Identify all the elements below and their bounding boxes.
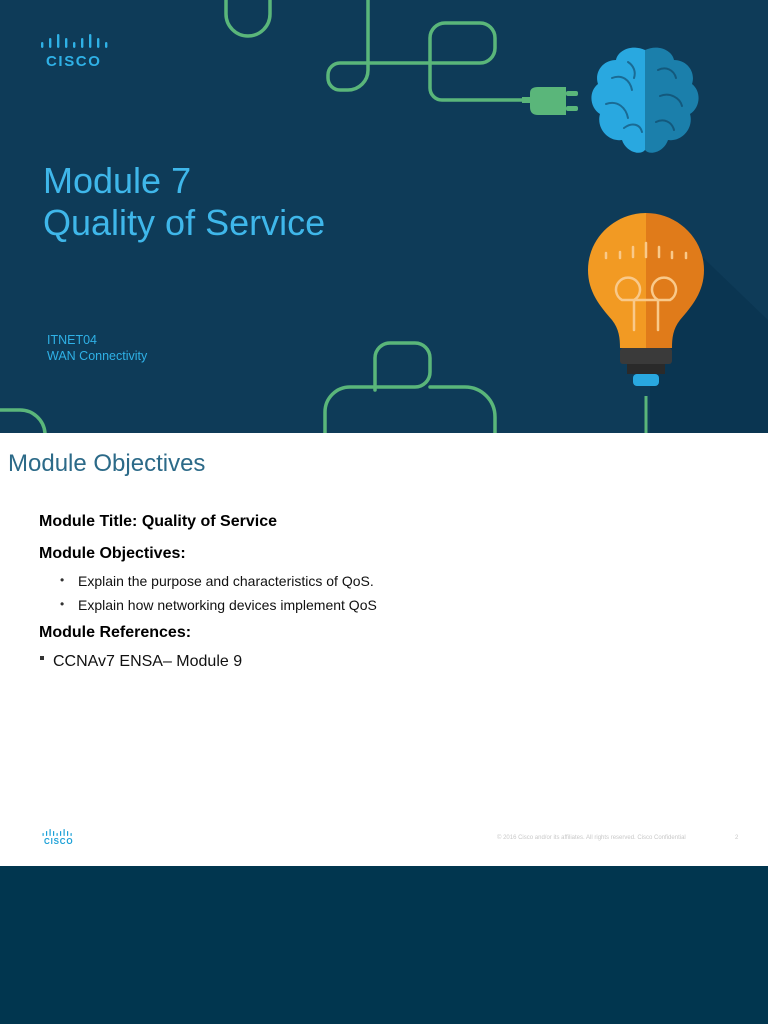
module-title-label: Module Title: (39, 513, 138, 530)
bullet-icon: • (60, 597, 65, 611)
next-slide-preview (0, 866, 768, 1024)
cisco-footer-logo-text: CISCO (44, 837, 74, 846)
objectives-heading: Module Objectives: (39, 545, 186, 562)
cisco-footer-logo-icon (42, 829, 72, 837)
course-name: WAN Connectivity (47, 349, 148, 363)
copyright-notice: © 2016 Cisco and/or its affiliates. All rights reserved. Cisco Confidential (497, 835, 686, 841)
course-code: ITNET04 (47, 333, 98, 347)
module-title-line (39, 512, 277, 532)
module-name-title: Quality of Service (43, 202, 326, 243)
plug-icon (522, 87, 578, 115)
bullet-icon: • (60, 573, 65, 587)
square-bullet-icon (40, 656, 44, 660)
objective-item: Explain how networking devices implement QoS (78, 597, 377, 613)
module-number-title: Module 7 (43, 160, 192, 201)
references-heading: Module References: (39, 624, 192, 641)
objective-item: Explain the purpose and characteristics of QoS. (78, 573, 374, 589)
objectives-slide (0, 433, 768, 866)
brain-icon (591, 48, 698, 153)
page-number: 2 (735, 835, 739, 841)
title-slide (0, 0, 768, 433)
slide-heading: Module Objectives (8, 450, 206, 477)
module-title-value: Quality of Service (141, 513, 277, 530)
reference-item: CCNAv7 ENSA– Module 9 (53, 653, 243, 670)
cisco-logo-text: CISCO (46, 53, 102, 70)
cisco-logo-icon (40, 34, 110, 52)
